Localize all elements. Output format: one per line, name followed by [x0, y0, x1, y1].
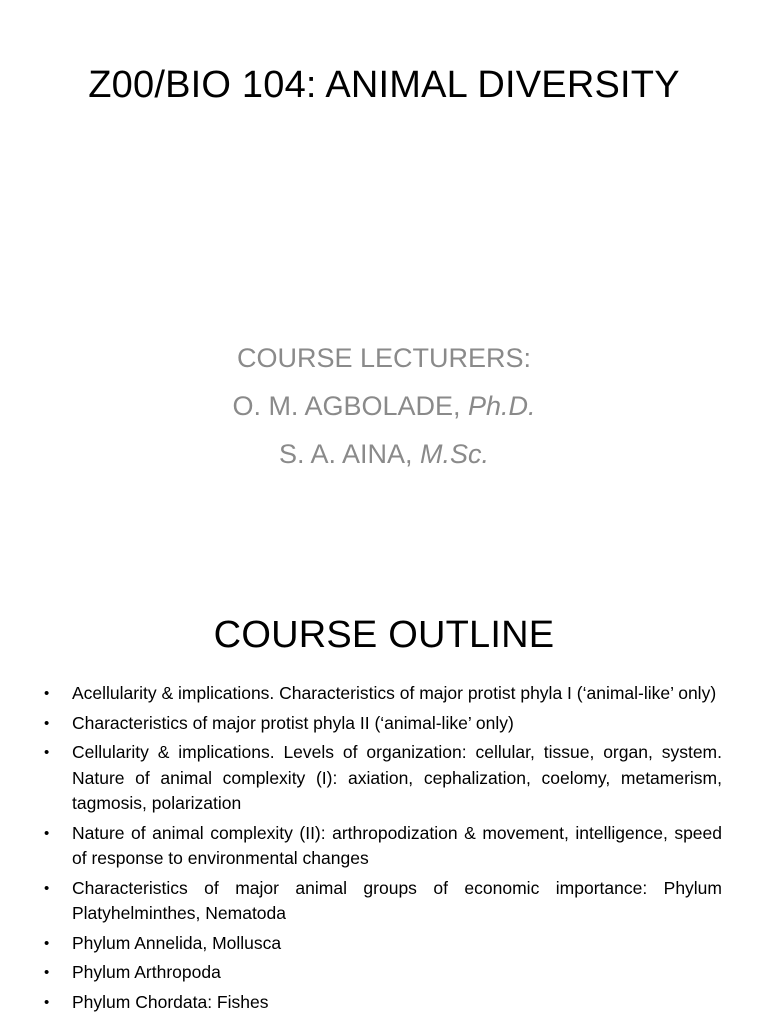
- bullet-icon: •: [44, 824, 50, 842]
- lecturers-block: [0, 334, 768, 478]
- outline-slide: [0, 576, 768, 1024]
- bullet-icon: •: [44, 685, 50, 702]
- lecturer-1: [0, 382, 768, 430]
- lecturer-2-name: S. A. AINA,: [278, 439, 421, 469]
- bullet-icon: •: [44, 879, 50, 897]
- outline-item: • Nature of animal complexity (II): arthropodization & movement, intelligence, speed of response to environmental changes: [44, 822, 722, 868]
- bullet-icon: •: [44, 744, 50, 761]
- outline-item: • Phylum Annelida, Mollusca: [44, 931, 722, 957]
- outline-item: • Characteristics of major protist phyla II (‘animal-like’ only): [44, 711, 722, 737]
- outline-title: COURSE OUTLINE: [213, 614, 555, 656]
- outline-item: • Phylum Chordata: Fishes: [44, 990, 722, 1016]
- lecturer-2-degree: M.Sc.: [420, 439, 490, 469]
- course-title: Z00/BIO 104: ANIMAL DIVERSITY: [88, 64, 680, 106]
- bullet-icon: •: [44, 714, 50, 732]
- outline-item: • Acellularity & implications. Characteristics of major protist phyla I (‘animal-like’ only): [44, 681, 722, 707]
- outline-list: [44, 681, 722, 1019]
- lecturer-1-name: O. M. AGBOLADE,: [232, 391, 469, 421]
- outline-item: • Cellularity & implications. Levels of organization: cellular, tissue, organ, system. Nature of animal complexity (I): axiation, cephalization, coelomy, metamerism, tagmosis, polarization: [44, 742, 722, 813]
- outline-item: • Characteristics of major animal groups of economic importance: Phylum Platyhelminthes, Nematoda: [44, 877, 722, 923]
- lecturers-heading: COURSE LECTURERS:: [236, 343, 532, 373]
- bullet-icon: •: [44, 993, 50, 1011]
- outline-item: • Phylum Arthropoda: [44, 960, 722, 986]
- bullet-icon: •: [44, 964, 50, 981]
- lecturer-1-degree: Ph.D.: [468, 391, 536, 421]
- lecturer-2: [0, 430, 768, 478]
- bullet-icon: •: [44, 934, 50, 952]
